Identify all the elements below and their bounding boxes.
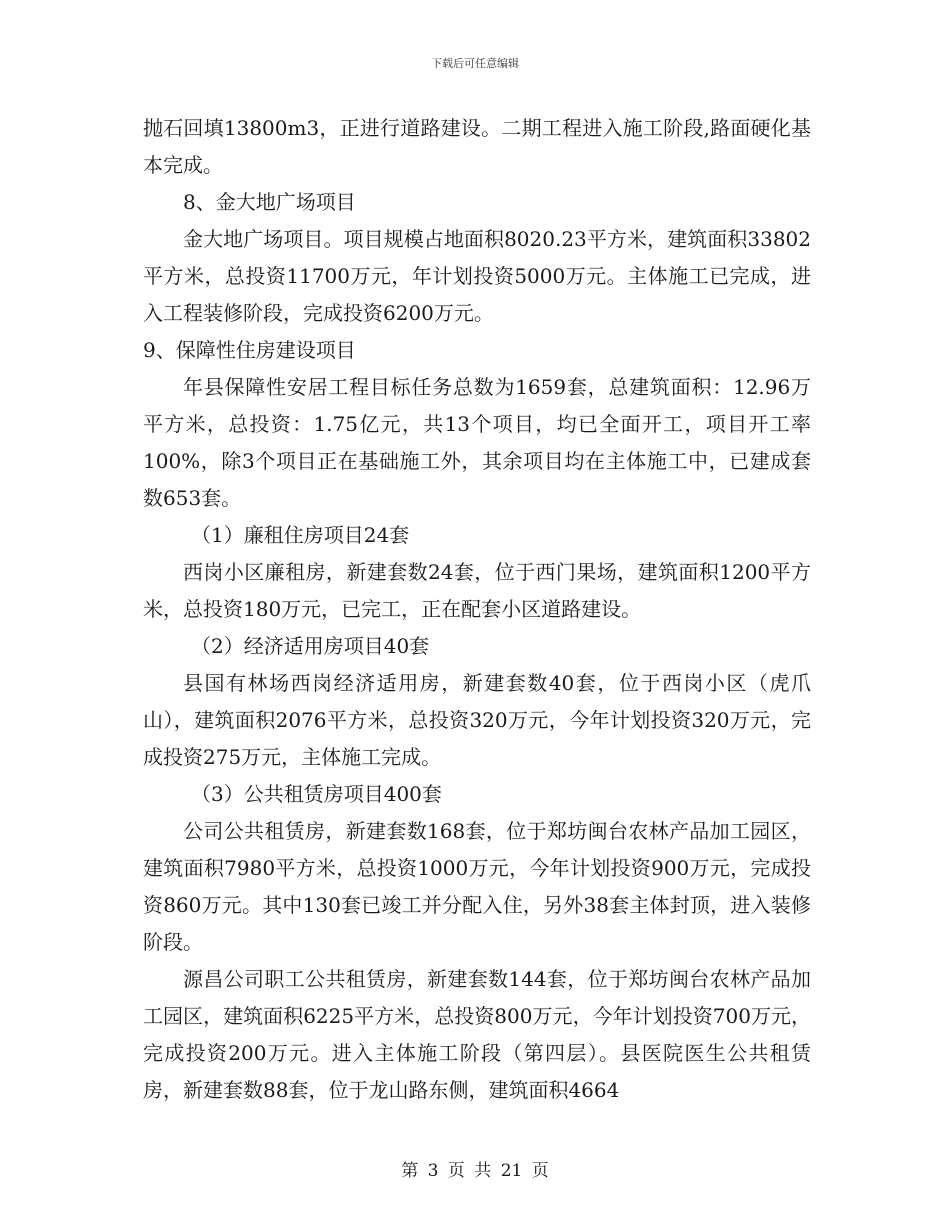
subsection-heading: （1）廉租住房项目24套	[191, 523, 410, 547]
paragraph: 公司公共租赁房，新建套数168套，位于郑坊闽台农林产品加工园区，建筑面积7980平方米，总投资1000万元，今年计划投资900万元，完成投资860万元。其中130套已竣工并分配入住，另外38套主体封顶，进入装修阶段。	[143, 819, 811, 954]
paragraph: 抛石回填13800m3，正进行道路建设。二期工程进入施工阶段,路面硬化基本完成。	[143, 116, 811, 177]
subsection-heading: （2）经济适用房项目40套	[191, 634, 430, 658]
paragraph: 年县保障性安居工程目标任务总数为1659套，总建筑面积：12.96万平方米，总投资：1.75亿元，共13个项目，均已全面开工，项目开工率100%，除3个项目正在基础施工外，其余项目均在主体施工中，已建成套数653套。	[143, 375, 811, 510]
paragraph: 源昌公司职工公共租赁房，新建套数144套，位于郑坊闽台农林产品加工园区，建筑面积6225平方米，总投资800万元，今年计划投资700万元，完成投资200万元。进入主体施工阶段（第四层）。县医院医生公共租赁房，新建套数88套，位于龙山路东侧，建筑面积4664	[143, 967, 811, 1102]
subsection-heading: （3）公共租赁房项目400套	[191, 782, 442, 806]
page-number: 第 3 页 共 21 页	[401, 1161, 549, 1181]
page-header: 下载后可任意编辑	[431, 57, 519, 70]
paragraph: 西岗小区廉租房，新建套数24套，位于西门果场，建筑面积1200平方米，总投资180万元，已完工，正在配套小区道路建设。	[143, 560, 811, 621]
paragraph: 县国有林场西岗经济适用房，新建套数40套，位于西岗小区（虎爪山），建筑面积2076平方米，总投资320万元，今年计划投资320万元，完成投资275万元，主体施工完成。	[143, 671, 811, 769]
section-heading: 8、金大地广场项目	[183, 190, 356, 214]
paragraph: 金大地广场项目。项目规模占地面积8020.23平方米，建筑面积33802平方米，总投资11700万元，年计划投资5000万元。主体施工已完成，进入工程装修阶段，完成投资6200万元。	[143, 227, 811, 325]
document-body	[143, 110, 811, 1109]
section-heading: 9、保障性住房建设项目	[143, 338, 356, 362]
